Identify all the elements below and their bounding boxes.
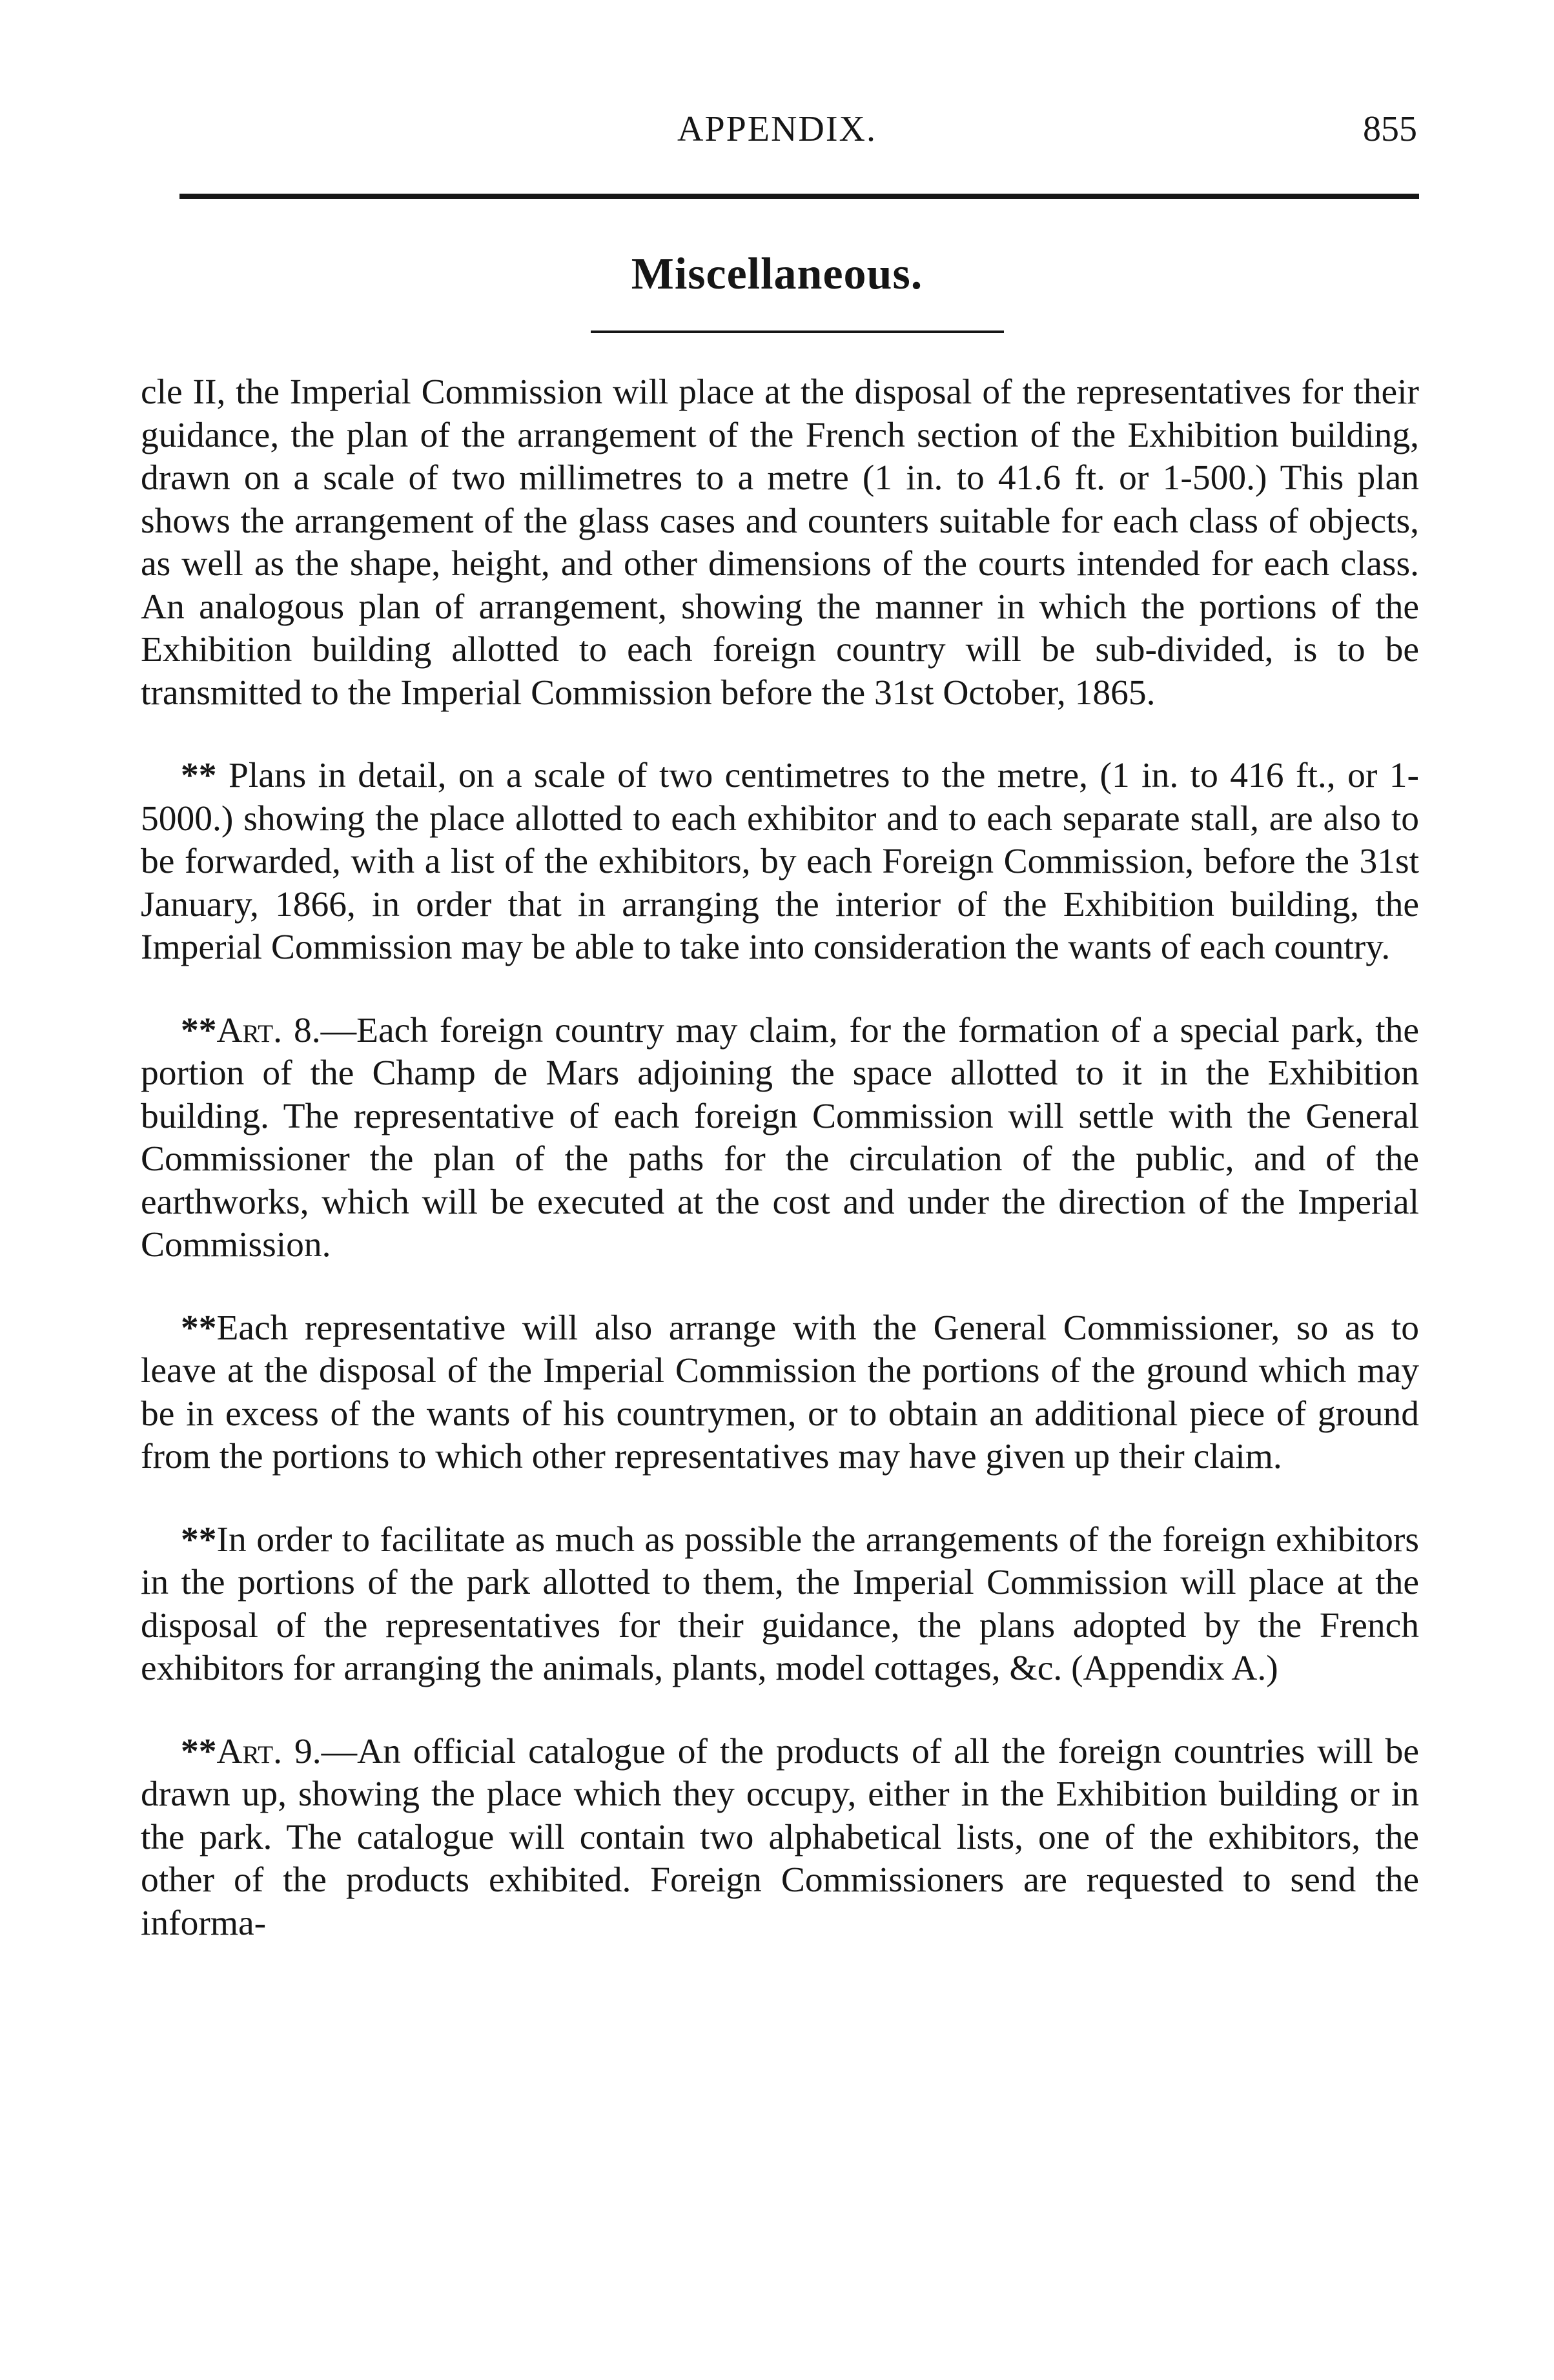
paragraph-text: Each representative will also arrange with the General Commissioner, so as to leave at the disposal of the Imperial Commission the portions of the ground which may be in excess of the wants of his countrymen, or to obtain an additional piece of ground from the portions to which other representatives may have given up their claim.	[141, 1308, 1419, 1476]
paragraph-facilitate	[141, 1519, 1419, 1691]
article-label: Art.	[216, 1731, 282, 1771]
paragraph-marker: **	[181, 756, 217, 795]
paragraph-text: 8.—Each foreign country may claim, for the formation of a special park, the portion of the Champ de Mars adjoining the space allotted to it in the Exhibition building. The representative of each foreign Commission will settle with the General Commissioner the plan of the paths for the circulation of the public, and of the earthworks, which will be executed at the cost and under the direction of the Imperial Commission.	[141, 1010, 1419, 1265]
paragraph-text: In order to facilitate as much as possible the arrangements of the foreign exhibitors in the portions of the park allotted to them, the Imperial Commission will place at the disposal of the representatives for their guidance, the plans adopted by the French exhibitors for arranging the animals, plants, model cottages, &c. (Appendix A.)	[141, 1520, 1419, 1688]
page-number: 855	[1363, 109, 1417, 149]
paragraph-marker: **	[181, 1010, 217, 1050]
section-title: Miscellaneous.	[631, 249, 923, 299]
paragraph-each-representative	[141, 1307, 1419, 1479]
paragraph-marker: **	[181, 1308, 217, 1348]
title-rule	[591, 331, 1004, 333]
paragraph-continued	[141, 371, 1419, 715]
paragraph-plans-in-detail	[141, 755, 1419, 970]
paragraph-text: Plans in detail, on a scale of two centimetres to the metre, (1 in. to 416 ft., or 1-5000.) showing the place allotted to each exhibitor and to each separate stall, are also to be forwarded, with a list of the exhibitors, by each Foreign Commission, before the 31st January, 1866, in order that in arranging the interior of the Exhibition building, the Imperial Commission may be able to take into consideration the wants of each country.	[141, 756, 1419, 967]
paragraph-text: 9.—An official catalogue of the products of all the foreign countries will be drawn up, showing the place which they occupy, either in the Exhibition building or in the park. The catalogue will contain two alphabetical lists, one of the exhibitors, the other of the products exhibited. Foreign Commissioners are requested to send the informa-	[141, 1731, 1419, 1943]
paragraph-article-9	[141, 1731, 1419, 1946]
body-text	[141, 371, 1419, 1985]
paragraph-marker: **	[181, 1731, 217, 1771]
header-rule	[179, 194, 1419, 199]
paragraph-article-8	[141, 1010, 1419, 1267]
paragraph-marker: **	[181, 1520, 217, 1560]
article-label: Art.	[216, 1010, 282, 1050]
running-head	[0, 103, 1554, 155]
running-title: APPENDIX.	[677, 109, 877, 149]
paragraph-text: cle II, the Imperial Commission will place at the disposal of the representatives for their guidance, the plan of the arrangement of the French section of the Exhibition building, drawn on a scale of two millimetres to a metre (1 in. to 41.6 ft. or 1-500.) This plan shows the arrangement of the glass cases and counters suitable for each class of objects, as well as the shape, height, and other dimensions of the courts intended for each class. An analogous plan of arrangement, showing the manner in which the portions of the Exhibition building allotted to each foreign country will be sub-divided, is to be transmitted to the Imperial Commission before the 31st October, 1865.	[141, 372, 1419, 713]
